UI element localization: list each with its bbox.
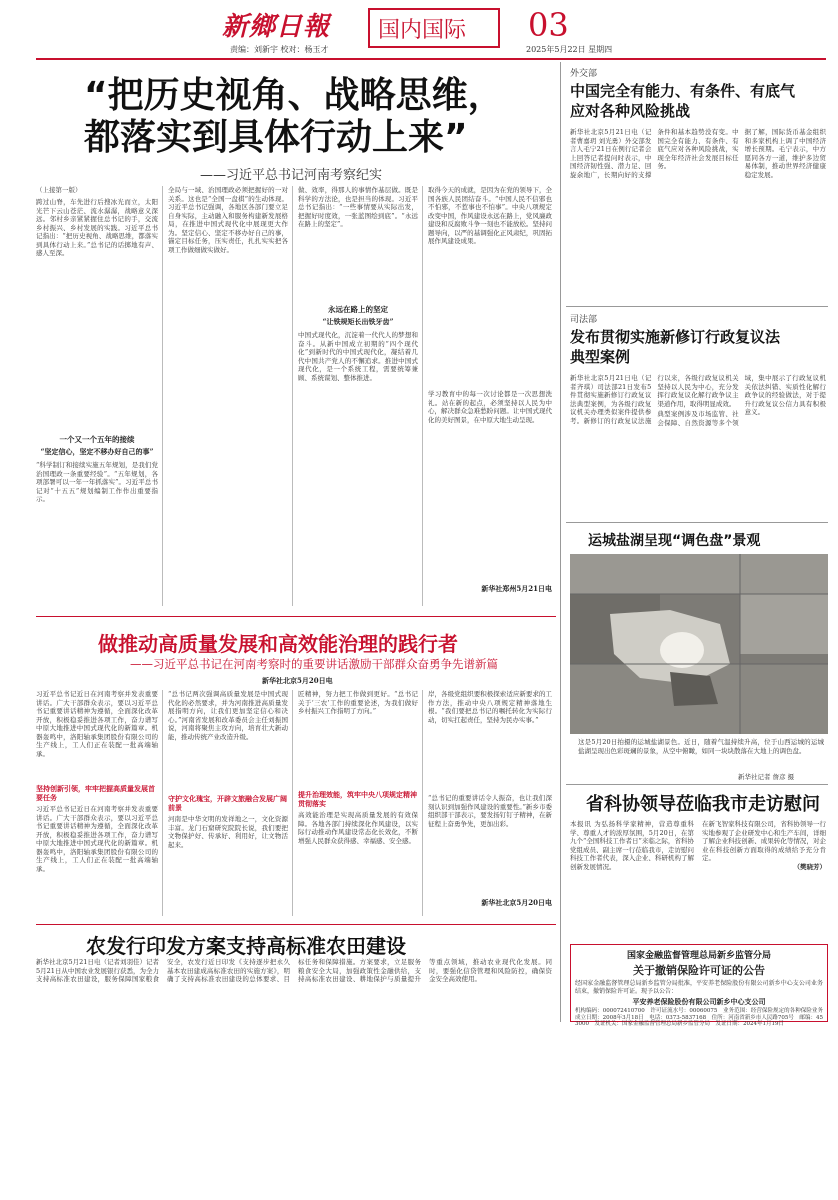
second-body-4: 岸，各级党组织要积极探索适应新要求的工作方法，推动中央八项规定精神落地生根。“我们要把总书记的嘱托转化为实际行动，切实扛起责任，坚持为民办实事。”	[428, 690, 552, 724]
photo-headline: 运城盐湖呈现“调色盘”景观	[588, 533, 761, 549]
second-column-4	[428, 690, 552, 916]
lead-box1-subtitle: “坚定信心，坚定不移办好自己的事”	[40, 447, 154, 456]
right2-body-text: 新华社北京5月21日电（记者齐琪）司法部21日发布5件贯彻实施新修订行政复议法典型案例，为各级行政复议机关办理类似案件提供参考。新修订的行政复议法施行以来，各级行政复议机关坚持以人民为中心，充分发挥行政复议化解行政争议主渠道作用，取得明显成效。	[570, 374, 739, 425]
divider	[560, 62, 561, 1022]
right1-kicker: 外交部	[570, 69, 598, 79]
notice-title-1: 国家金融监督管理总局新乡监管分局	[626, 951, 771, 961]
editors: 责编：刘新宇 校对：杨玉才	[230, 45, 329, 54]
third-headline: 农发行印发方案支持高标准农田建设	[86, 934, 406, 958]
divider	[422, 186, 423, 606]
third-body-text: 新华社北京5月21日电（记者刘羽佳）记者5月21日从中国农业发展银行获悉，为全力支持高标准农田建设，服务保障国家粮食安全，农发行近日印发《支持逐步把永久基本农田建成高标准农田的实施方案》，明确了支持高标准农田建设的总体要求、目标任务和保障措施。方案要求，立足服务粮食安全大局，加强政策性金融供给，支持高标准农田建设、耕地保护与质量提升等重点领域，推动农业现代化发展。同时，要强化信贷管理和风险防控，确保资金安全高效使用。	[36, 958, 552, 983]
masthead	[0, 0, 838, 62]
third-body	[36, 958, 552, 1022]
right3-body-text-2: 在新飞智家科技有限公司，省科协领导一行实地参观了企业研发中心和生产车间，详细了解企业科技创新、成果转化等情况，对企业在科技创新方面取得的成绩给予充分肯定。	[702, 820, 826, 862]
lead-body-7: 学习教育中的每一次讨论都是一次思想洗礼。站在新的起点，必须坚持以人民为中心，解决群众急难愁盼问题。让中国式现代化的美好图景，在中原大地生动呈现。	[428, 390, 552, 424]
divider	[566, 306, 828, 307]
second-body-1: 习近平总书记近日在河南考察并发表重要讲话。广大干部群众表示，要以习近平总书记重要讲话精神为遵循，全面深化改革开放，积极稳妥推进各项工作，奋力谱写中原大地推进中国式现代化的新篇章。机器轰鸣中，洛阳轴承集团股份有限公司的生产线上，工人们正在装配一批高端轴承。	[36, 690, 158, 758]
notice-box	[570, 944, 829, 1027]
divider	[36, 924, 556, 925]
lead-box2-subtitle: “让铁规矩长出铁牙齿”	[322, 317, 394, 326]
lead-intro: （上接第一版）	[36, 186, 82, 194]
divider	[36, 616, 556, 617]
divider	[162, 186, 163, 606]
right3-body	[570, 820, 826, 940]
lead-body-1: 跨过山脊，车先进行后搜冰光而立，太阳光芒下云山苍茫、流水潺潺，战略意义深远。邻村乡亲紧紧握住总书记的手，交流乡村振兴、乡村发展的实践。习近平总书记指出：“把历史视角、战略思维，都落实到具体行动上来。”总书记的话掷地有声、感人至深。	[36, 198, 158, 257]
second-box1-title: 坚持创新引领，牢牢把握高质量发展首要任务	[36, 784, 155, 802]
right3-byline: （樊晓芳）	[793, 862, 826, 871]
second-body-2: “总书记两次强调高质量发展是中国式现代化的必然要求，并为河南推进高质量发展指明方向，让我们更加坚定信心和决心。”河南省发展和改革委员会主任刘振国说，河南将聚焦主攻方向，培育壮大新动能，推动传统产业改造升级。	[168, 690, 288, 741]
second-box3-title: 提升治理效能，筑牢中央八项规定精神贯彻落实	[298, 790, 417, 808]
lead-byline: 新华社郑州5月21日电	[481, 584, 552, 593]
notice-company: 平安养老保险股份有限公司新乡中心支公司	[632, 997, 766, 1006]
lead-body-4: 做、效率，得那人的事情作基层做。既是科学的方法论，也是担当的体现。习近平总书记指出：“一些事情要从实际出发，把握好时度效，一张蓝图绘到底”。“永远在路上的坚定”。	[298, 186, 418, 228]
newspaper-logo: 新鄉日報	[222, 12, 331, 42]
lead-body-6: 取得今天的成就，是因为在党的领导下，全国各族人民团结奋斗。“中国人民不信邪也不怕邪，不惹事也不怕事”。中央八项规定改变中国，作风建设永远在路上，党风廉政建设和反腐败斗争一刻也不能放松。坚持问题导向，以严的基调强化正风肃纪，巩固拓展作风建设成果。	[428, 186, 552, 245]
salt-lake-photo	[570, 554, 828, 734]
divider	[422, 690, 423, 916]
divider	[566, 784, 828, 785]
lead-column-3	[298, 186, 418, 606]
section-label: 国内国际	[378, 18, 467, 43]
lead-headline-line1: “把历史视角、战略思维，	[84, 75, 504, 116]
right1-body	[570, 128, 826, 298]
lead-body-5: 中国式现代化，沉淀着一代代人的梦想和奋斗。从新中国成立初期的“四个现代化”到新时代的中国式现代化，凝结着几代中国共产党人的不懈追求。推进中国式现代化，是一个系统工程，需要统筹兼顾、系统谋划、整体推进。	[298, 331, 418, 382]
issue-date: 2025年5月22日 星期四	[526, 45, 613, 54]
page-number: 03	[528, 6, 569, 44]
second-column-3	[298, 690, 418, 916]
salt-lake-illustration	[570, 554, 828, 734]
lead-column-2	[168, 186, 288, 606]
second-body-2b: 河南是中华文明的发祥地之一，文化资源丰富。龙门石窟研究院院长说，我们要把文物保护好、传承好、利用好，让文物活起来。	[168, 815, 288, 849]
second-column-2	[168, 690, 288, 916]
lead-box2-title: 永远在路上的坚定	[328, 305, 388, 314]
divider	[162, 690, 163, 916]
lead-headline-line2: 都落实到具体行动上来”	[84, 117, 468, 158]
photo-credit: 新华社记者 詹彦 摄	[738, 773, 795, 781]
divider	[292, 690, 293, 916]
right3-headline: 省科协领导莅临我市走访慰问	[586, 794, 820, 815]
right2-headline-l1: 发布贯彻实施新修订行政复议法	[570, 328, 781, 346]
photo-caption: 这是5月20日拍摄的运城盐湖景色。近日，随着气温持续升高，位于山西运城的运城盐湖呈现出色彩斑斓的景象，从空中俯瞰，如同一块块散落在大地上的调色盘。	[578, 738, 824, 755]
lead-body-2: “科学制订和接续实施五年规划，是我们党治国理政一条重要经验”。“五年规划，各项部署可以一年一年抓落实”。习近平总书记对“十五五”规划编制工作作出重要指示。	[36, 461, 158, 503]
right3-body-text: 本报讯 为弘扬科学家精神，营造尊重科学、尊重人才的浓厚氛围，5月20日，在第九个“全国科技工作者日”来临之际，省科协党组成员、副主席一行莅临我市，走访慰问科技工作者代表，深入企业、科研机构了解创新发展情况。	[570, 820, 694, 871]
right2-kicker: 司法部	[570, 315, 598, 325]
second-subtitle: ——习近平总书记在河南考察时的重要讲话激励干部群众奋勇争先谱新篇	[130, 657, 498, 671]
lead-column-4	[428, 186, 552, 606]
notice-body: 经国家金融监督管理总局新乡监管分局批准，平安养老保险股份有限公司新乡中心支公司业务结束，撤销保险许可证。现予以公告：	[575, 980, 823, 995]
right2-headline-l2: 典型案例	[570, 348, 631, 366]
lead-column-1	[36, 186, 158, 606]
second-column-1	[36, 690, 158, 916]
second-body-4b: “总书记的重要讲话令人振奋，也让我们深刻认识到加强作风建设的重要性。”新乡市委组织部干部表示，要发扬钉钉子精神，在新征程上奋勇争先，更加出彩。	[428, 794, 552, 828]
right1-body-text: 新华社北京5月21日电（记者曹嘉玥 刘光勇）外交部发言人毛宁21日在例行记者会上回答记者提问时表示，中国经济韧性强、潜力足、回旋余地广，长期向好的支撑条件和基本趋势没有变。中国完全有能力、有条件、有底气应对各种风险挑战，实现全年经济社会发展目标任务。	[570, 128, 739, 179]
lead-body-3: 全局与一域、治国理政必须把握好的一对关系。这也是“全国一盘棋”的生动体现。习近平总书记强调，各地区各部门要立足自身实际，主动融入和服务构建新发展格局，在推进中国式现代化中展现更大作为。坚定信心、坚定不移办好自己的事，锚定目标任务，压实责任，扎扎实实把各项工作做细做实做好。	[168, 186, 288, 254]
second-headline: 做推动高质量发展和高效能治理的践行者	[98, 632, 458, 656]
right1-headline-l1: 中国完全有能力、有条件、有底气	[570, 82, 796, 100]
divider	[566, 522, 828, 523]
right2-body-text-2: 典型案例涉及市场监管、社会保障、自然资源等多个领域，集中展示了行政复议机关依法纠错、实质性化解行政争议的经验做法，对于提升行政复议公信力具有积极意义。	[657, 374, 826, 427]
second-body-3b: 高效能治理是实现高质量发展的有效保障。各地各部门持续深化作风建设，以实际行动推动作风建设常态化长效化，不断增强人民群众获得感、幸福感、安全感。	[298, 811, 418, 845]
lead-subtitle: ——习近平总书记河南考察纪实	[200, 168, 383, 183]
lead-box1-title: 一个又一个五年的接续	[59, 435, 135, 444]
right1-headline-l2: 应对各种风险挑战	[570, 102, 691, 120]
notice-title-2: 关于撤销保险许可证的公告	[633, 964, 765, 977]
masthead-rule	[36, 58, 826, 60]
notice-details: 机构编码：000072410700 许可证流水号：00060075 业务范围：经营保险规定的各种保险业务 成立日期：2008年3月18日 电话：0373-5837168 住所：河南省新乡市人民路705号 邮编：453000 发证机关：国家金融监督管理总局新乡监管分局 发证日期：2024年1月19日	[575, 1008, 829, 1027]
right1-body-text-2: 据了解，国际货币基金组织和多家机构上调了中国经济增长预期。毛宁表示，中方愿同各方一道，维护多边贸易体制，推动世界经济健康稳定发展。	[744, 128, 826, 179]
second-body-3: 匠精神，努力把工作做到更好。“总书记关于‘三农’工作的重要论述，为我们做好乡村振兴工作指明了方向。”	[298, 690, 418, 715]
second-box2-title: 守护文化瑰宝，开辟文旅融合发展广阔前景	[168, 794, 287, 812]
second-byline-end: 新华社北京5月20日电	[481, 898, 552, 907]
second-body-1b: 习近平总书记近日在河南考察并发表重要讲话。广大干部群众表示，要以习近平总书记重要讲话精神为遵循，全面深化改革开放，积极稳妥推进各项工作，奋力谱写中原大地推进中国式现代化的新篇章。机器轰鸣中，洛阳轴承集团股份有限公司的生产线上，工人们正在装配一批高端轴承。	[36, 805, 158, 873]
second-byline: 新华社北京5月20日电	[262, 676, 333, 685]
divider	[292, 186, 293, 606]
right2-body	[570, 374, 826, 514]
